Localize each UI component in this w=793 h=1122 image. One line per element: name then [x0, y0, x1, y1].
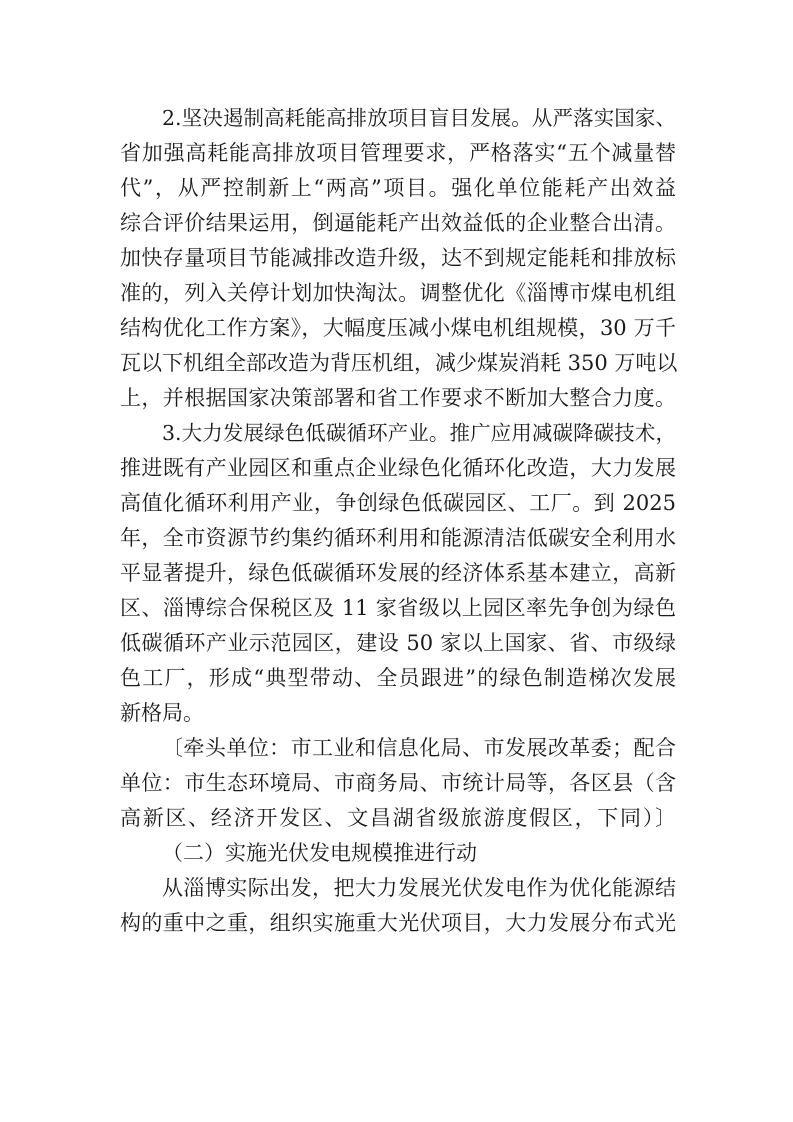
text-line: 从淄博实际出发，把大力发展光伏发电作为优化能源结: [162, 876, 676, 900]
text-line: 平显著提升，绿色低碳循环发展的经济体系基本建立，高新: [120, 561, 676, 585]
text-line: 色工厂，形成“典型带动、全员跟进”的绿色制造梯次发展: [120, 666, 676, 690]
text-line: 区、淄博综合保税区及 11 家省级以上园区率先争创为绿色: [120, 596, 676, 620]
text-line: 加快存量项目节能减排改造升级，达不到规定能耗和排放标: [120, 246, 676, 270]
text-line: 2.坚决遏制高耗能高排放项目盲目发展。从严落实国家、: [162, 106, 676, 130]
text-line: 准的，列入关停计划加快淘汰。调整优化《淄博市煤电机组: [120, 281, 676, 305]
text-line: 高新区、经济开发区、文昌湖省级旅游度假区，下同）〕: [120, 806, 676, 830]
text-line: 结构优化工作方案》，大幅度压减小煤电机组规模，30 万千: [120, 316, 676, 340]
text-line: 推进既有产业园区和重点企业绿色化循环化改造，大力发展: [120, 456, 676, 480]
text-line: 3.大力发展绿色低碳循环产业。推广应用减碳降碳技术，: [162, 421, 676, 445]
text-line: 代”，从严控制新上“两高”项目。强化单位能耗产出效益: [120, 176, 676, 200]
text-line: 省加强高耗能高排放项目管理要求，严格落实“五个减量替: [120, 141, 676, 165]
text-line: 上，并根据国家决策部署和省工作要求不断加大整合力度。: [120, 386, 676, 410]
text-line: 新格局。: [120, 701, 204, 725]
text-line: 高值化循环利用产业，争创绿色低碳园区、工厂。到 2025: [120, 491, 676, 515]
text-line: 年，全市资源节约集约循环利用和能源清洁低碳安全利用水: [120, 526, 676, 550]
text-line: 〔牵头单位：市工业和信息化局、市发展改革委；配合: [162, 736, 676, 760]
section-heading: （二）实施光伏发电规模推进行动: [162, 841, 477, 865]
text-line: 单位：市生态环境局、市商务局、市统计局等，各区县（含: [120, 771, 676, 795]
text-line: 瓦以下机组全部改造为背压机组，减少煤炭消耗 350 万吨以: [120, 351, 678, 375]
text-line: 综合评价结果运用，倒逼能耗产出效益低的企业整合出清。: [120, 211, 676, 235]
text-line: 构的重中之重，组织实施重大光伏项目，大力发展分布式光: [120, 911, 676, 935]
text-line: 低碳循环产业示范园区，建设 50 家以上国家、省、市级绿: [120, 631, 676, 655]
